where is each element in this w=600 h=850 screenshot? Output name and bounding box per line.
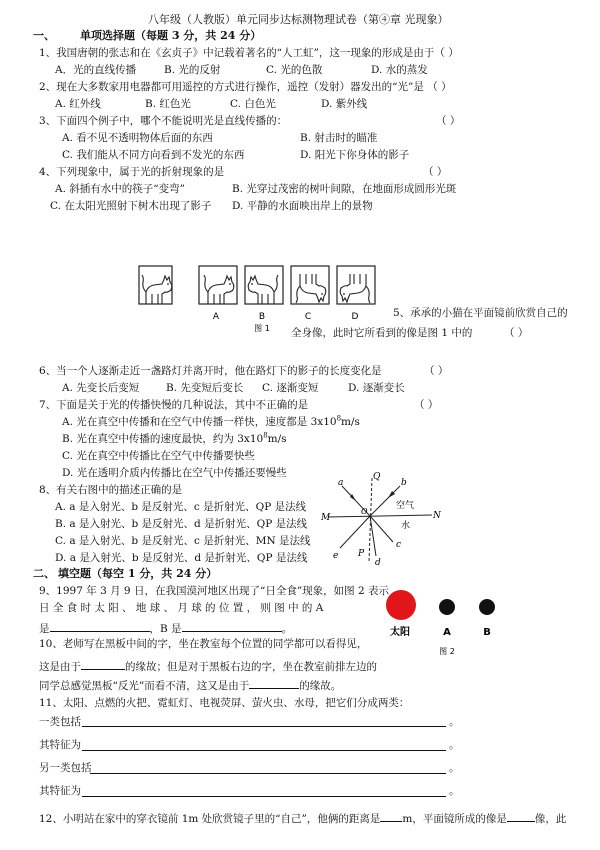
q11-end-2: 。: [449, 739, 460, 751]
diagram-label-e: e: [333, 551, 339, 561]
diagram-label-d: d: [375, 558, 381, 568]
q10-line1: 10、老师写在黑板中间的字，坐在教室每个位置的同学都可以看得见，: [39, 638, 368, 650]
q9-blank-a[interactable]: [50, 620, 150, 632]
section-one-number: 一、: [33, 29, 55, 42]
fig1-label-d: D: [351, 312, 359, 322]
q3-answer-paren: （ ）: [436, 115, 461, 127]
q4-option-d: D. 平静的水面映出岸上的景物: [232, 200, 373, 212]
q8-option-a: A. a 是入射光、b 是反射光、c 是折射光、QP 是法线: [55, 501, 307, 513]
ray-e: [340, 516, 370, 548]
q11-line-3[interactable]: [90, 773, 446, 774]
interface-line-mn: [328, 515, 432, 517]
q1-option-c: C. 光的色散: [266, 64, 323, 76]
q9-line3: 是 ，B 是 。: [39, 620, 292, 636]
diagram-label-air: 空气: [396, 501, 415, 511]
q11-line-1[interactable]: [82, 726, 446, 727]
diagram-label-c: c: [396, 540, 402, 550]
q7-option-b: B. 光在真空中传播的速度最快，约为 $3x10^8m/s$: [62, 431, 287, 445]
section-two-number: 二、: [33, 567, 55, 580]
fig2-label-b: B: [483, 627, 491, 638]
q11-label-2: 其特征为: [39, 739, 81, 751]
q6-answer-paren: （ ）: [424, 365, 449, 377]
q3-stem: 3、下面四个例子中，哪个不能说明光是直线传播的：: [39, 115, 288, 127]
q8-option-d: D. a 是入射光、b 是反射光、d 是折射光、QP 是法线: [55, 552, 308, 564]
q2-option-a: A. 红外线: [55, 98, 101, 110]
q6-option-a: A. 先变长后变短: [62, 382, 140, 394]
diagram-label-b: b: [401, 478, 407, 488]
fig1-label-c: C: [304, 312, 312, 322]
q6-stem: 6、当一个人逐渐走近一盏路灯并离开时，他在路灯下的影子的长度变化是: [39, 365, 382, 377]
fig2-label-a: A: [443, 627, 451, 638]
q1-option-b: B. 光的反射: [164, 64, 221, 76]
diagram-label-a: a: [338, 478, 344, 488]
q4-option-c: C. 在太阳光照射下树木出现了影子: [50, 200, 212, 212]
q3-option-a: A. 看不见不透明物体后面的东西: [62, 132, 213, 144]
q5-line1: 5、承承的小猫在平面镜前欣赏自己的: [393, 307, 568, 319]
q4-option-a: A. 斜插有水中的筷子“变弯”: [55, 183, 185, 195]
diagram-label-n: N: [433, 511, 441, 521]
q11-label-1: 一类包括: [39, 716, 81, 728]
q3-option-d: D. 阳光下你身体的影子: [300, 149, 410, 161]
q10-blank-b[interactable]: [249, 677, 299, 689]
body-b-icon: [479, 599, 495, 615]
fig2-label-sun: 太阳: [390, 627, 410, 638]
q11-label-4: 其特征为: [39, 785, 81, 797]
fig1-caption: 图 1: [254, 324, 270, 333]
q7-option-a: A. 光在真空中传播和在空气中传播一样快，速度都是 $3x10^8m/s$: [62, 414, 360, 428]
fig1-label-b: B: [258, 312, 266, 322]
cat-option-d-icon: [337, 266, 375, 304]
q11-label-3: 另一类包括: [39, 762, 92, 774]
page-title: 八年级（人教版）单元同步达标测物理试卷（第④章 光现象）: [148, 13, 449, 26]
cat-original-icon: [139, 266, 172, 304]
q7-option-d: D. 光在透明介质内传播比在空气中传播还要慢些: [62, 467, 287, 479]
q9-blank-b[interactable]: [182, 620, 282, 632]
q12-blank-a[interactable]: [380, 810, 402, 822]
q12-blank-b[interactable]: [507, 810, 535, 822]
q11-stem: 11、太阳、点燃的火把、霓虹灯、电视荧屏、萤火虫、水母，把它们分成两类：: [39, 697, 410, 709]
q5-line2: 全身像，此时它所看到的像是图 1 中的: [291, 327, 473, 339]
q6-option-d: D. 逐渐变长: [348, 382, 405, 394]
q4-stem: 4、下列现象中，属于光的折射现象的是: [39, 166, 225, 178]
sun-icon: [386, 590, 416, 620]
q11-end-1: 。: [449, 716, 460, 728]
q2-option-c: C. 白色光: [230, 98, 276, 110]
q6-option-c: C. 逐渐变短: [262, 382, 319, 394]
q4-option-b: B. 光穿过茂密的树叶间隙，在地面形成圆形光斑: [232, 183, 457, 195]
q8-option-b: B. a 是入射光、b 是反射光、d 是折射光、QP 是法线: [55, 518, 308, 530]
q10-blank-a[interactable]: [81, 658, 125, 670]
q10-line3: 同学总感觉黑板“反光”而看不清，这又是由于 的缘故。: [39, 677, 341, 693]
section-two-title: 填空题（每空 1 分，共 24 分）: [58, 567, 218, 580]
diagram-label-o: O: [361, 507, 368, 516]
cat-option-a-icon: [199, 266, 237, 304]
diagram-label-q: Q: [373, 472, 381, 482]
q7-answer-paren: （ ）: [414, 399, 439, 411]
q11-line-2[interactable]: [82, 750, 446, 751]
diagram-label-water: 水: [401, 521, 411, 531]
light-ray-diagram: [320, 470, 450, 570]
q11-end-3: 。: [449, 762, 460, 774]
q2-option-d: D. 紫外线: [321, 98, 368, 110]
diagram-label-p: P: [358, 549, 365, 559]
q10-line2: 这是由于 的缘故；但是对于黑板右边的字，坐在教室前排左边的: [39, 658, 377, 674]
q1-stem: 1、我国唐朝的张志和在《玄贞子》中记载着著名的“人工虹”，这一现象的形成是由于（ ）: [39, 47, 459, 59]
q8-option-c: C. a 是入射光、b 是反射光、c 是折射光、MN 是法线: [55, 535, 311, 547]
q6-option-b: B. 先变短后变长: [166, 382, 244, 394]
cat-option-b-icon: [245, 266, 283, 304]
fig2-caption: 图 2: [439, 647, 455, 656]
q5-answer-paren: （ ）: [504, 327, 529, 339]
q7-option-c: C. 光在真空中传播比在空气中传播要快些: [62, 450, 255, 462]
q11-line-4[interactable]: [82, 796, 446, 797]
diagram-label-m: M: [321, 513, 331, 523]
cat-option-c-icon: [291, 266, 329, 304]
body-a-icon: [439, 599, 455, 615]
q11-end-4: 。: [449, 785, 460, 797]
q1-option-d: D. 水的蒸发: [371, 64, 428, 76]
q3-option-c: C. 我们能从不同方向看到不发光的东西: [62, 149, 245, 161]
q2-stem: 2、现在大多数家用电器都可用遥控的方式进行操作，遥控（发射）器发出的“光”是 （ ）: [39, 81, 452, 93]
q8-stem: 8、有关右图中的描述正确的是: [39, 484, 183, 496]
section-one-title: 单项选择题（每题 3 分，共 24 分）: [80, 29, 262, 42]
q1-option-a: A．光的直线传播: [55, 64, 137, 76]
q7-stem: 7、下面是关于光的传播快慢的几种说法，其中不正确的是: [39, 399, 309, 411]
q2-option-b: B. 红色光: [145, 98, 191, 110]
q12-text: 12、小明站在家中的穿衣镜前 1m 处欣赏镜子里的“自己”，他俩的距离是 m，平面镜所成的像是 像，此: [39, 810, 566, 826]
figure-2: [380, 588, 510, 658]
fig1-label-a: A: [212, 312, 220, 322]
q9-line1: 9、1997 年 3 月 9 日，在我国漠河地区出现了“日全食”现象，如图 2 表示: [39, 585, 390, 597]
q4-answer-paren: （ ）: [423, 166, 448, 178]
q9-line2: 日 全 食 时 太 阳 、 地 球 、 月 球 的 位 置 ， 则 图 中 的 A: [39, 602, 324, 614]
q3-option-b: B. 射击时的瞄准: [300, 132, 378, 144]
